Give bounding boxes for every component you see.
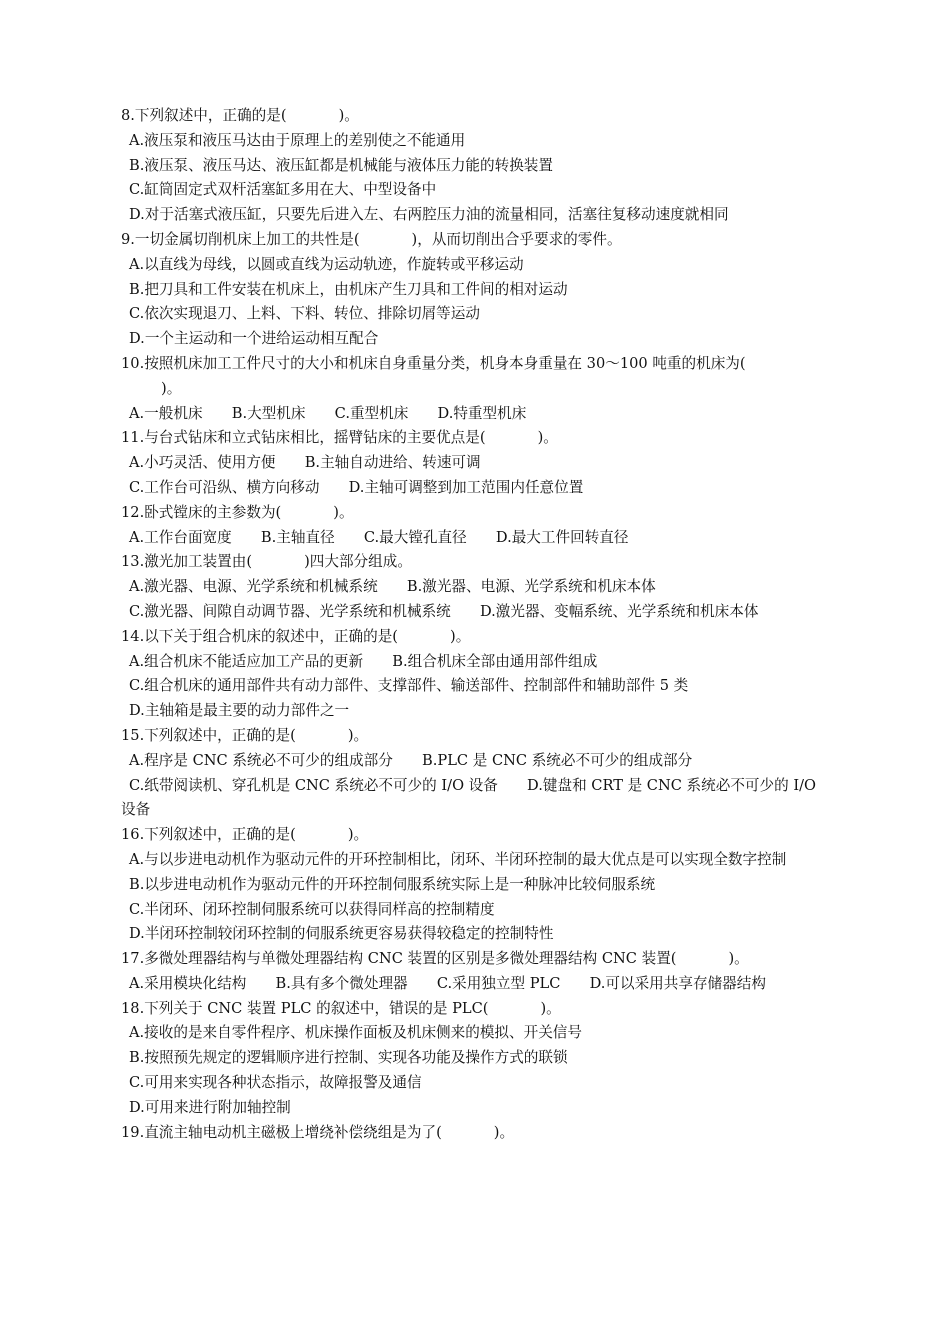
question-15 [121,724,831,823]
options-line: A.程序是 CNC 系统必不可少的组成部分 B.PLC 是 CNC 系统必不可少的组成部分 [129,751,693,769]
option-a: A.液压泵和液压马达由于原理上的差别使之不能通用 [129,131,466,149]
option-c: C.缸筒固定式双杆活塞缸多用在大、中型设备中 [129,181,437,199]
question-13 [121,550,831,624]
options-line: A.采用模块化结构 B.具有多个微处理器 C.采用独立型 PLC D.可以采用共享存储器结构 [129,974,766,992]
question-8 [121,104,831,228]
options-line: C.半闭环、闭环控制伺服系统可以获得同样高的控制精度 [129,900,495,918]
options-line: C.组合机床的通用部件共有动力部件、支撑部件、输送部件、控制部件和辅助部件 5 类 [129,677,689,695]
options-line: C.可用来实现各种状态指示，故障报警及通信 [129,1074,422,1092]
options-line: B.以步进电动机作为驱动元件的开环控制伺服系统实际上是一种脉冲比较伺服系统 [129,875,656,893]
question-stem: 18.下列关于 CNC 装置 PLC 的叙述中，错误的是 PLC( )。 [121,999,561,1017]
options-line: D.可用来进行附加轴控制 [129,1098,291,1116]
question-stem: 14.以下关于组合机床的叙述中，正确的是( )。 [121,627,471,645]
question-16 [121,823,831,947]
options-line: D.主轴箱是最主要的动力部件之一 [129,702,350,720]
question-stem: 13.激光加工装置由( )四大部分组成。 [121,553,412,571]
question-stem-cont: )。 [161,379,182,397]
question-14 [121,625,831,724]
options-line: A.激光器、电源、光学系统和机械系统 B.激光器、电源、光学系统和机床本体 [129,578,656,596]
options-line: B.按照预先规定的逻辑顺序进行控制、实现各功能及操作方式的联锁 [129,1049,568,1067]
question-stem: 17.多微处理器结构与单微处理器结构 CNC 装置的区别是多微处理器结构 CNC 装置( )。 [121,950,749,968]
options-line: A.工作台面宽度 B.主轴直径 C.最大镗孔直径 D.最大工件回转直径 [129,528,629,546]
question-12 [121,501,831,551]
options-line: C.激光器、间隙自动调节器、光学系统和机械系统 D.激光器、变幅系统、光学系统和机床本体 [129,602,759,620]
option-d: D.对于活塞式液压缸，只要先后进入左、右两腔压力油的流量相同，活塞往复移动速度就相同 [129,206,729,224]
question-stem: 8.下列叙述中，正确的是( )。 [121,107,359,124]
options-line: A.接收的是来自零件程序、机床操作面板及机床侧来的模拟、开关信号 [129,1024,582,1042]
question-stem: 19.直流主轴电动机主磁极上增绕补偿绕组是为了( )。 [121,1123,515,1141]
question-stem: 16.下列叙述中，正确的是( )。 [121,826,369,844]
options-line: A.小巧灵活、使用方便 B.主轴自动进给、转速可调 [129,454,481,472]
question-stem: 9.一切金属切削机床上加工的共性是( )，从而切削出合乎要求的零件。 [121,230,622,248]
options-line: A.与以步进电动机作为驱动元件的开环控制相比，闭环、半闭环控制的最大优点是可以实现全数字控制 [129,850,787,868]
question-stem: 15.下列叙述中，正确的是( )。 [121,726,369,744]
options-line: A.一般机床 B.大型机床 C.重型机床 D.特重型机床 [129,404,527,422]
question-stem: 10.按照机床加工工件尺寸的大小和机床自身重量分类，机身本身重量在 30～100 吨重的机床为( [121,354,746,372]
question-9 [121,228,831,352]
option-a: A.以直线为母线，以圆或直线为运动轨迹，作旋转或平移运动 [129,255,524,273]
question-18 [121,997,831,1121]
option-d: D.一个主运动和一个进给运动相互配合 [129,330,379,348]
options-line: C.纸带阅读机、穿孔机是 CNC 系统必不可少的 I/O 设备 D.键盘和 CRT 是 CNC 系统必不可少的 I/O 设备 [121,776,816,819]
options-line: C.工作台可沿纵、横方向移动 D.主轴可调整到加工范围内任意位置 [129,478,584,496]
question-11 [121,426,831,500]
option-b: B.把刀具和工件安装在机床上，由机床产生刀具和工件间的相对运动 [129,280,568,298]
question-10 [121,352,831,426]
option-b: B.液压泵、液压马达、液压缸都是机械能与液体压力能的转换装置 [129,156,553,174]
question-stem: 12.卧式镗床的主参数为( )。 [121,503,354,521]
document-page [121,104,831,1145]
options-line: A.组合机床不能适应加工产品的更新 B.组合机床全部由通用部件组成 [129,652,598,670]
question-17 [121,947,831,997]
option-c: C.依次实现退刀、上料、下料、转位、排除切屑等运动 [129,305,480,323]
question-19 [121,1121,831,1146]
question-stem: 11.与台式钻床和立式钻床相比，摇臂钻床的主要优点是( )。 [121,429,558,447]
options-line: D.半闭环控制较闭环控制的伺服系统更容易获得较稳定的控制特性 [129,925,554,943]
